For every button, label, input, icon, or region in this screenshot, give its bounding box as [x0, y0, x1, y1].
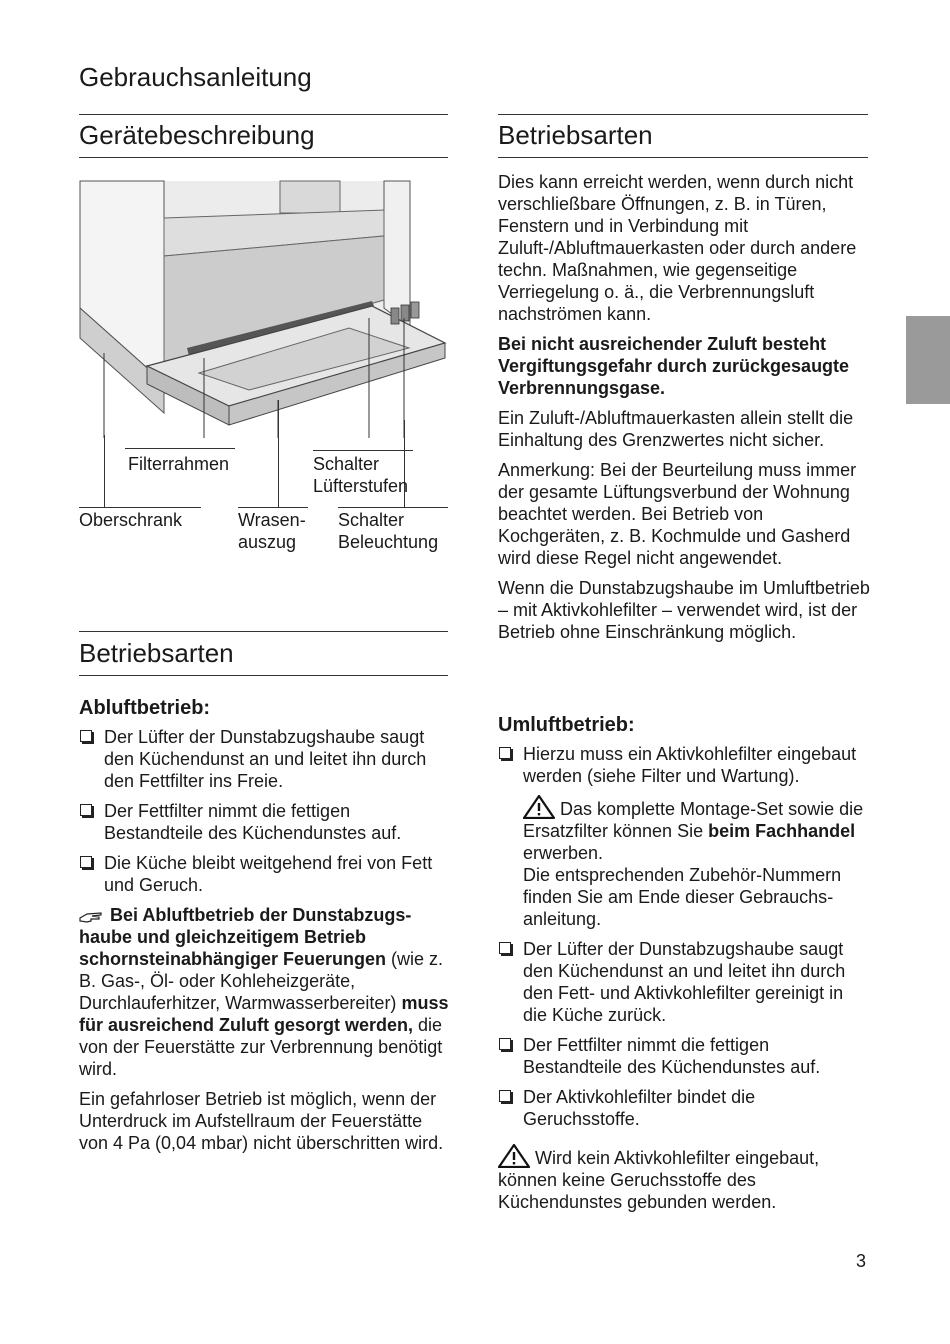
list-item	[79, 800, 449, 844]
list-item-text: Der Aktivkohlefilter bindet die Geruchsstoffe.	[523, 1087, 756, 1129]
divider	[79, 114, 448, 115]
leader-line	[278, 400, 279, 507]
right-body-bottom	[498, 743, 870, 1221]
list-item-text: Der Lüfter der Dunstabzugshaube saugt den Küchendunst an und leitet ihn durch den Fettfilter ins Freie.	[104, 727, 427, 791]
hood-diagram	[79, 178, 450, 443]
section-title-betriebsarten-left: Betriebsarten	[79, 638, 234, 668]
hint-text-2: die von der Feuerstätte zur Verbrennung benötigt wird.	[79, 1015, 443, 1079]
warning-triangle-icon	[523, 795, 555, 819]
checkbox-icon	[80, 730, 92, 742]
section-title-betriebsarten-right: Betriebsarten	[498, 120, 653, 150]
hint-bold-2: muss für ausreichend Zuluft gesorgt werden,	[79, 993, 449, 1035]
list-item-text: Die Küche bleibt weitgehend frei von Fett und Geruch.	[104, 853, 433, 895]
paragraph-3: Ein Zuluft-/Abluftmauerkasten allein stellt die Einhaltung des Grenzwertes nicht sicher.	[498, 408, 854, 450]
warning-text-2: erwerben.	[523, 843, 604, 863]
divider	[79, 675, 448, 676]
label-schalter-luefter-2: Lüfterstufen	[313, 476, 409, 496]
checkbox-icon	[499, 1038, 511, 1050]
list-item-text: Der Lüfter der Dunstabzugshaube saugt den Küchendunst an und leitet ihn durch den Fett- und Aktivkohlefilter gereinigt in die Küche zurück.	[523, 939, 846, 1025]
checkbox-icon	[80, 804, 92, 816]
label-rule-bottom-mid	[238, 507, 308, 508]
hint-paragraph	[79, 904, 449, 1080]
label-wrasen-2: auszug	[238, 532, 297, 552]
list-item	[498, 1034, 870, 1078]
pointing-hand-icon	[79, 909, 105, 925]
checkbox-icon	[499, 1090, 511, 1102]
list-item-text: Der Fettfilter nimmt die fettigen Bestandteile des Küchendunstes auf.	[104, 801, 402, 843]
label-rule-filterrahmen	[125, 448, 235, 449]
left-body	[79, 726, 449, 1162]
list-item-text: Hierzu muss ein Aktivkohlefilter eingebaut werden (siehe Filter und Wartung).	[523, 744, 857, 786]
hood-illustration	[79, 178, 450, 438]
warning-bold-1: beim Fachhandel	[708, 821, 856, 841]
divider	[498, 157, 868, 158]
label-schalter-luefter-1: Schalter	[313, 454, 380, 474]
checkbox-icon	[499, 942, 511, 954]
label-schalter-beleuchtung-2: Beleuchtung	[338, 532, 439, 552]
list-item-text: Der Fettfilter nimmt die fettigen Bestandteile des Küchendunstes auf.	[523, 1035, 821, 1077]
subtitle-abluftbetrieb: Abluftbetrieb:	[79, 697, 211, 719]
label-wrasen-1: Wrasen-	[238, 510, 306, 530]
list-item	[498, 1086, 870, 1130]
hint-bold-1: Bei Abluftbetrieb der Dunstabzugshaube und gleichzeitigem Betrieb schornsteinabhängiger Feuerungen	[79, 905, 412, 969]
checkbox-icon	[499, 747, 511, 759]
paragraph-warning-bold: Bei nicht ausreichender Zuluft besteht Vergiftungsgefahr durch zurückgesaugte Verbrennungsgase.	[498, 334, 850, 398]
hint-text-1: (wie z. B. Gas-, Öl- oder Kohleheizgeräte, Durchlauferhitzer, Warmwasserbereiter)	[79, 949, 444, 1013]
divider	[79, 631, 448, 632]
warning-note-1	[498, 795, 870, 930]
paragraph-gefahrlos: Ein gefahrloser Betrieb ist möglich, wenn der Unterdruck im Aufstellraum der Feuerstätte von 4 Pa (0,04 mbar) nicht überschritten wird.	[79, 1089, 444, 1153]
label-rule-bottom-left	[79, 507, 201, 508]
list-item	[79, 852, 449, 896]
section-title-geraetebeschreibung: Gerätebeschreibung	[79, 120, 315, 150]
chapter-tab	[906, 316, 950, 404]
label-rule-schalter-luefter	[313, 450, 413, 451]
label-oberschrank: Oberschrank	[79, 510, 183, 530]
paragraph-anmerkung: Anmerkung: Bei der Beurteilung muss immer der gesamte Lüftungsverbund der Wohnung beachtet werden. Bei Betrieb von Kochgeräten, z. B. Kochmulde und Gasherd wird diese Regel nicht angewendet.	[498, 460, 857, 568]
warning-text-3: Die entsprechenden Zubehör-Nummern finden Sie am Ende dieser Gebrauchsanleitung.	[523, 865, 842, 929]
warning-triangle-icon	[498, 1144, 530, 1168]
subtitle-umluftbetrieb: Umluftbetrieb:	[498, 714, 635, 736]
label-schalter-beleuchtung-1: Schalter	[338, 510, 405, 530]
divider	[79, 157, 448, 158]
warning-text-4: Wird kein Aktivkohlefilter eingebaut, können keine Geruchsstoffe des Küchendunstes gebunden werden.	[498, 1148, 820, 1212]
list-item	[498, 743, 870, 787]
warning-text-1: Das komplette Montage-Set sowie die Ersatzfilter können Sie	[523, 799, 864, 841]
page-number: 3	[856, 1251, 867, 1271]
label-filterrahmen: Filterrahmen	[128, 454, 230, 474]
list-item	[79, 726, 449, 792]
paragraph-1: Dies kann erreicht werden, wenn durch nicht verschließbare Öffnungen, z. B. in Türen, Fenstern und in Verbindung mit Zuluft-/Abluftmauerkasten oder durch andere techn. Maßnahmen, wie gegenseitige Verriegelung o. ä., die Verbrennungsluft nachströmen kann.	[498, 172, 857, 324]
document-title: Gebrauchsanleitung	[79, 62, 312, 92]
paragraph-umluft-intro: Wenn die Dunstabzugshaube im Umluftbetrieb – mit Aktivkohlefilter – verwendet wird, ist der Betrieb ohne Einschränkung möglich.	[498, 578, 870, 642]
right-body-top	[498, 171, 870, 651]
divider	[498, 114, 868, 115]
warning-note-2	[498, 1144, 870, 1213]
list-item	[498, 938, 870, 1026]
leader-line	[104, 435, 105, 507]
label-rule-bottom-right	[338, 507, 448, 508]
checkbox-icon	[80, 856, 92, 868]
